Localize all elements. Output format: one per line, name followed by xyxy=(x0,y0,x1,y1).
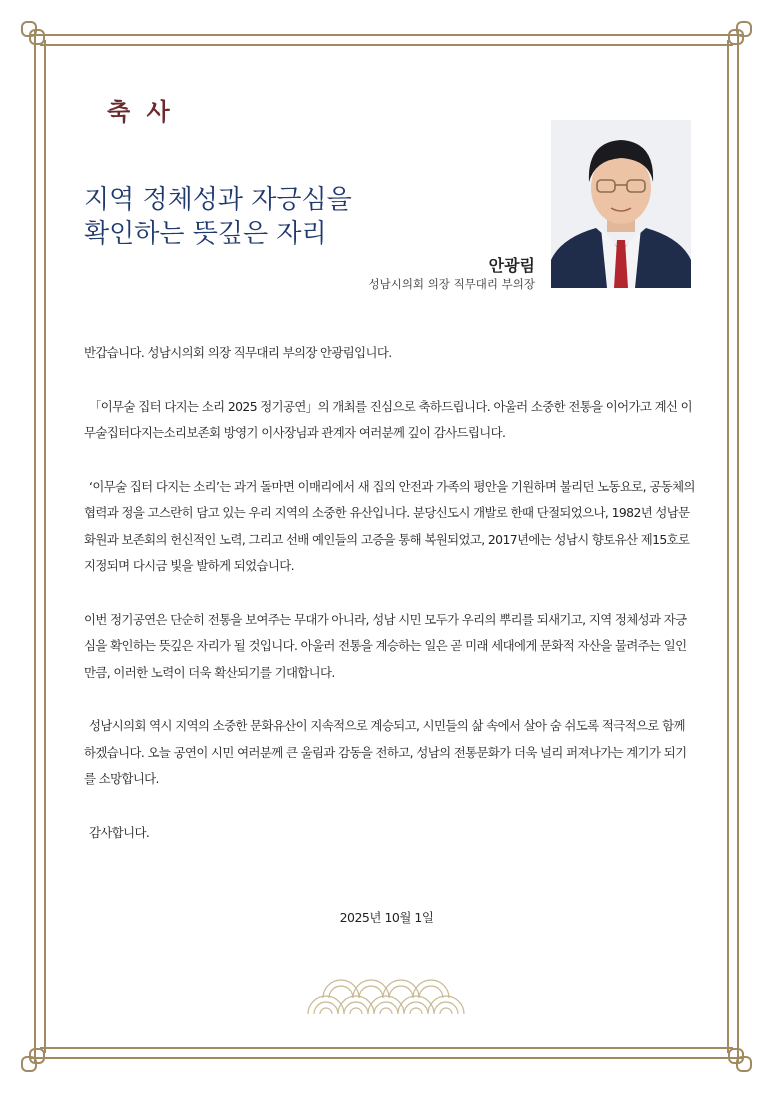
corner-ornament-bottom-left xyxy=(18,1027,66,1075)
title-line-1: 지역 정체성과 자긍심을 xyxy=(84,185,352,215)
paragraph-thanks: 감사합니다. xyxy=(89,824,150,840)
paragraph-significance: 이번 정기공연은 단순히 전통을 보여주는 무대가 아니라, 성남 시민 모두가 우리의 뿌리를 되새기고, 지역 정체성과 자긍심을 확인하는 뜻깊은 자리가 될 것입니다. 아울러 전통을 계승하는 일은 곧 미래 세대에게 문화적 자산을 물려주는 일인 만큼, 이러한 노력이 더욱 확산되기를 기대합니다. xyxy=(84,611,687,680)
corner-ornament-top-left xyxy=(18,18,66,66)
title-line-2: 확인하는 뜻깊은 자리 xyxy=(84,219,327,249)
frame-bottom-outer xyxy=(30,1057,743,1059)
paragraph-commitment: 성남시의회 역시 지역의 소중한 문화유산이 지속적으로 계승되고, 시민들의 삶 속에서 살아 숨 쉬도록 적극적으로 함께 하겠습니다. 오늘 공연이 시민 여러분께 큰 울림과 감동을 전하고, 성남의 전통문화가 더욱 널리 퍼져나가는 계기가 되기를 소망합니다. xyxy=(84,718,687,786)
corner-ornament-top-right xyxy=(707,18,755,66)
frame-left-inner xyxy=(44,40,46,1053)
speaker-role: 성남시의회 의장 직무대리 부의장 xyxy=(368,277,535,291)
body-text xyxy=(84,340,696,873)
frame-top-inner xyxy=(40,44,733,46)
page-title xyxy=(84,183,504,251)
document-date: 2025년 10월 1일 xyxy=(339,910,434,925)
speaker-name: 안광림 xyxy=(488,256,535,275)
frame-top-outer xyxy=(30,34,743,36)
frame-bottom-inner xyxy=(40,1047,733,1049)
speaker-portrait-photo xyxy=(551,120,691,288)
heading-label: 축 사 xyxy=(107,98,174,126)
paragraph-greeting: 반갑습니다. 성남시의회 의장 직무대리 부의장 안광림입니다. xyxy=(84,345,392,360)
corner-ornament-bottom-right xyxy=(707,1027,755,1075)
paragraph-history: ‘이무술 집터 다지는 소리’는 과거 돌마면 이매리에서 새 집의 안전과 가족의 평안을 기원하며 불리던 노동요로, 공동체의 협력과 정을 고스란히 담고 있는 우리 지역의 소중한 유산입니다. 분당신도시 개발로 한때 단절되었으나, 1982년 성남문화원과 보존회의 헌신적인 노력, 그리고 선배 예인들의 고증을 통해 복원되었고, 2017년에는 성남시 향토유산 제15호로 지정되며 다시금 빛을 발하게 되었습니다. xyxy=(84,478,695,573)
frame-right-inner xyxy=(727,40,729,1053)
paragraph-congratulation: 「이무술 집터 다지는 소리 2025 정기공연」의 개최를 진심으로 축하드립니다. 아울러 소중한 전통을 이어가고 계신 이무술집터다지는소리보존회 방영기 이사장님과 관계자 여러분께 깊이 감사드립니다. xyxy=(84,398,693,440)
wave-ornament-icon xyxy=(306,974,466,1020)
